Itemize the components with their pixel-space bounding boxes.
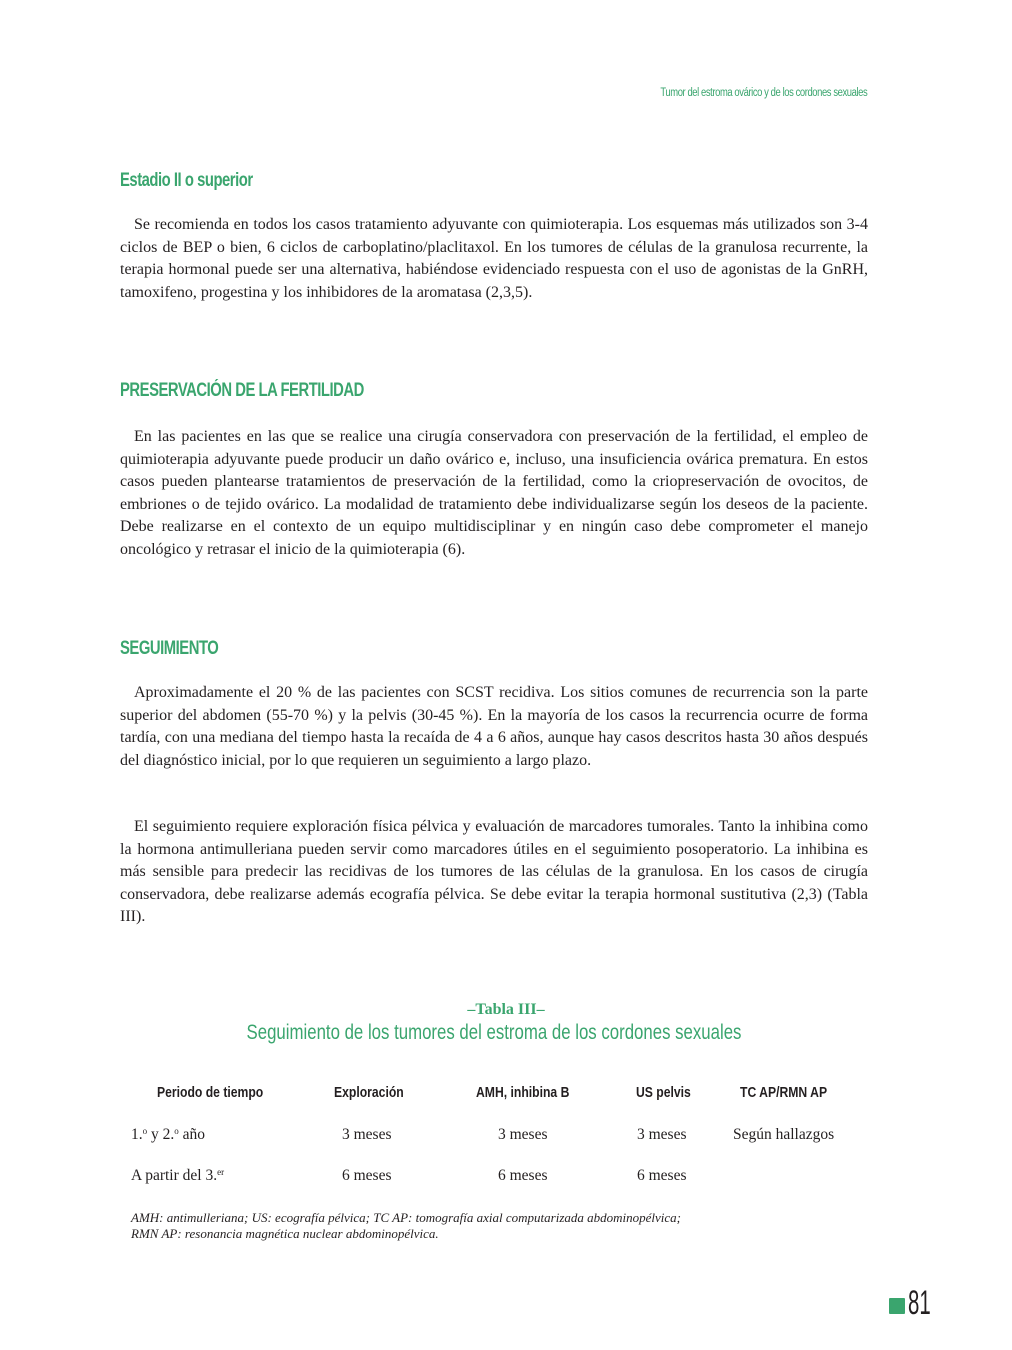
section-heading-seguimiento: SEGUIMIENTO: [120, 638, 219, 659]
section-heading-estadio: Estadio II o superior: [120, 170, 253, 191]
section-heading-fertilidad: PRESERVACIÓN DE LA FERTILIDAD: [120, 380, 364, 401]
table-cell: 3 meses: [342, 1126, 392, 1143]
table-header-exploracion: Exploración: [334, 1085, 404, 1101]
paragraph-seguimiento-2: El seguimiento requiere exploración física pélvica y evaluación de marcadores tumorales. Tanto la inhibina como la hormona antimulleriana pueden servir como marcadores útiles en el seguimiento posoperatorio. La inhibina es más sensible para predecir las recidivas de los tumores de las células de la granulosa. En los casos de cirugía conservadora, debe realizarse además ecografía pélvica. Se debe evitar la terapia hormonal sustitutiva (2,3) (Tabla III).: [120, 818, 868, 925]
table-header-periodo: Periodo de tiempo: [157, 1085, 264, 1101]
paragraph-estadio: Se recomienda en todos los casos tratamiento adyuvante con quimioterapia. Los esquemas más utilizados son 3-4 ciclos de BEP o bien, 6 ciclos de carboplatino/placlitaxol. En los tumores de células de la granulosa recurrente, la terapia hormonal puede ser una alternativa, habiéndose evidenciado respuesta con el uso de agonistas de la GnRH, tamoxifeno, progestina y los inhibidores de la aromatasa (2,3,5).: [120, 216, 868, 301]
table-header-tc-rmn: TC AP/RMN AP: [740, 1085, 828, 1101]
table-cell: 3 meses: [637, 1126, 687, 1143]
table-cell: 3 meses: [498, 1126, 548, 1143]
table-note-line-1: AMH: antimulleriana; US: ecografía pélvica; TC AP: tomografía axial computarizada abdominopélvica;: [131, 1210, 682, 1225]
table-cell: 6 meses: [498, 1167, 548, 1184]
table-note-line-2: RMN AP: resonancia magnética nuclear abdominopélvica.: [131, 1226, 439, 1241]
paragraph-seguimiento-1: Aproximadamente el 20 % de las pacientes con SCST recidiva. Los sitios comunes de recurrencia son la parte superior del abdomen (55-70 %) y la pelvis (30-45 %). En la mayoría de los casos la recurrencia ocurre de forma tardía, con una mediana del tiempo hasta la recaída de 4 a 6 años, aunque hay casos descritos hasta 30 años después del diagnóstico inicial, por lo que requieren un seguimiento a largo plazo.: [120, 684, 868, 769]
table-cell-period: A partir del 3.$^{er}$: [131, 1167, 225, 1184]
table-cell: 6 meses: [637, 1167, 687, 1184]
table-cell: 6 meses: [342, 1167, 392, 1184]
running-header: Tumor del estroma ovárico y de los cordones sexuales: [660, 87, 867, 99]
page-marker-square: [889, 1298, 905, 1314]
table-header-us-pelvis: US pelvis: [636, 1085, 691, 1101]
table-cell-period: 1.$^o$ y 2.$^o$ año: [131, 1126, 206, 1143]
table-title: Seguimiento de los tumores del estroma de los cordones sexuales: [246, 1021, 742, 1044]
table-header-amh: AMH, inhibina B: [476, 1085, 570, 1101]
paragraph-fertilidad: En las pacientes en las que se realice una cirugía conservadora con preservación de la fertilidad, el empleo de quimioterapia adyuvante puede producir un daño ovárico e, incluso, una insuficiencia ovárica prematura. En estos casos pueden plantearse tratamientos de preservación de la fertilidad, como la criopreservación de ovocitos, de embriones o de tejido ovárico. La modalidad de tratamiento debe individualizarse según los deseos de la paciente. Debe realizarse en el contexto de un equipo multidisciplinar y en ningún caso debe comprometer el manejo oncológico y retrasar el inicio de la quimioterapia (6).: [120, 428, 868, 558]
table-cell: Según hallazgos: [733, 1126, 835, 1143]
table-kicker: –Tabla III–: [467, 1001, 545, 1018]
page-number: 81: [908, 1284, 931, 1322]
